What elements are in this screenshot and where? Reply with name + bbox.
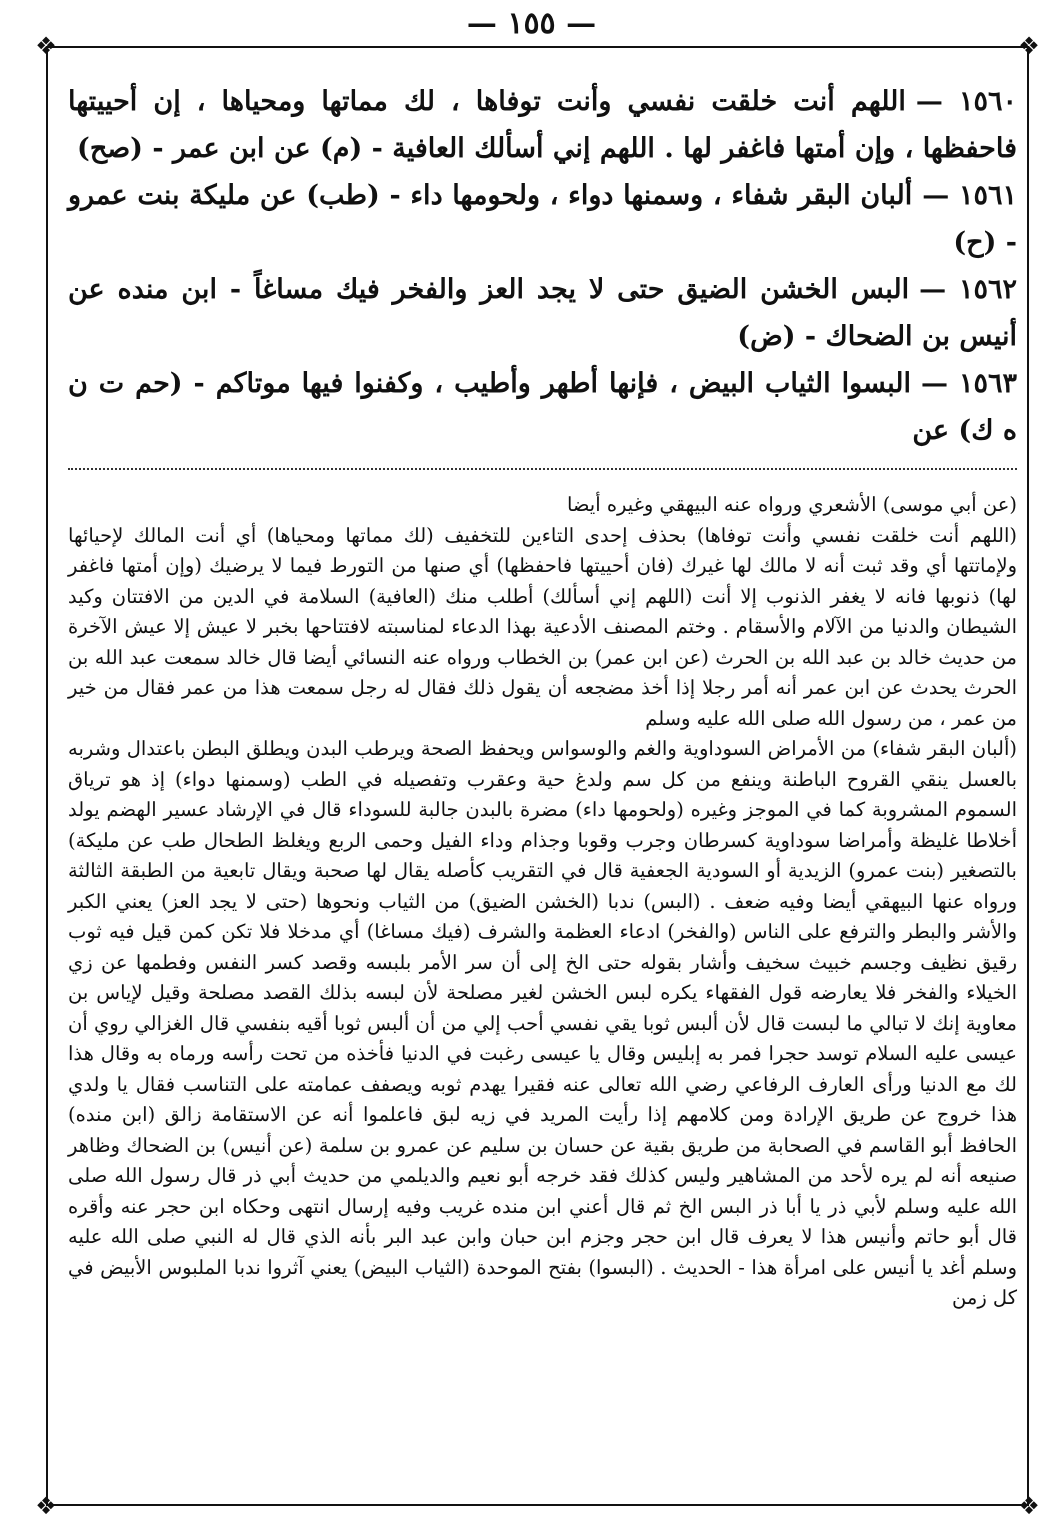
corner-ornament-icon: ❖ <box>35 32 57 60</box>
hadith-entry <box>68 360 1017 454</box>
commentary-paragraph: (عن أبي موسى) الأشعري ورواه عنه البيهقي وغيره أيضا <box>566 493 1017 516</box>
hadith-text: ألبان البقر شفاء ، وسمنها دواء ، ولحومها داء - (طب) عن مليكة بنت عمرو - (ح) <box>68 180 1017 258</box>
corner-ornament-icon: ❖ <box>1018 1492 1040 1520</box>
corner-ornament-icon: ❖ <box>35 1492 57 1520</box>
commentary <box>68 490 1017 1314</box>
hadith-entry <box>68 78 1017 172</box>
hadith-text: البسوا الثياب البيض ، فإنها أطهر وأطيب ، وكفنوا فيها موتاكم - (حم ت ن ه ك) عن <box>68 368 1017 446</box>
hadith-number: ١٥٦٠ — <box>915 86 1017 117</box>
corner-ornament-icon: ❖ <box>1018 32 1040 60</box>
hadith-number: ١٥٦١ — <box>922 180 1017 211</box>
hadith-text: اللهم أنت خلقت نفسي وأنت توفاها ، لك مماتها ومحياها ، إن أحييتها فاحفظها ، وإن أمتها فاغفر لها . اللهم إني أسألك العافية - (م) عن ابن عمر - (صح) <box>68 86 1017 164</box>
commentary-paragraph: (اللهم أنت خلقت نفسي وأنت توفاها) بحذف إحدى التاءين للتخفيف (لك مماتها ومحياها) أي أنت المالك لإحيائها ولإماتتها أي وقد ثبت أنه لا مالك لها غيرك (فان أحييتها فاحفظها) أي صنها من التورط فيما لا يرضيك (وإن أمتها فاغفر لها) ذنوبها فانه لا يغفر الذنوب إلا أنت (اللهم إني أسألك) أطلب منك (العافية) السلامة في الدين من الافتتان وكيد الشيطان والدنيا من الآلام والأسقام . وختم المصنف الأدعية بهذا الدعاء لمناسبته لافتتاحها بخبر لا عيش إلا عيش الآخرة من حديث خالد بن عبد الله بن الحرث (عن ابن عمر) بن الخطاب ورواه عنه النسائي أيضا قال خالد سمعت عبد الله بن الحرث يحدث عن ابن عمر أنه أمر رجلا إذا أخذ مضجعه أن يقول ذلك فقال له رجل سمعت هذا من عمر فقال من خير من عمر ، من رسول الله صلى الله عليه وسلم <box>68 523 1017 730</box>
hadith-text: البس الخشن الضيق حتى لا يجد العز والفخر فيك مساغاً - ابن منده عن أنيس بن الضحاك - (ض) <box>68 274 1017 352</box>
hadith-entry <box>68 266 1017 360</box>
page-number: — ١٥٥ — <box>466 6 597 41</box>
page-content <box>68 78 1017 1494</box>
hadith-entry <box>68 172 1017 266</box>
commentary-paragraph: (ألبان البقر شفاء) من الأمراض السوداوية والغم والوسواس ويحفظ الصحة ويرطب البدن ويطلق البطن باعتدال وشربه بالعسل ينقي القروح الباطنة وينفع من كل سم ولدغ حية وعقرب وتفصيله في الطب (وسمنها دواء) إذ هو ترياق السموم المشروبة كما في الموجز وغيره (ولحومها داء) مضرة بالبدن جالبة للسوداء قال في الإرشاد عسير الهضم يولد أخلاطا غليظة وأمراضا سوداوية كسرطان وجرب وقوبا وجذام وداء الفيل وحمى الربع ويغلظ الطحال طب عن مليكة) بالتصغير (بنت عمرو) الزيدية أو السودية الجعفية قال في التقريب كأصله يقال لها صحبة ويقال تابعية من الطبقة الثالثة ورواه عنها البيهقي أيضا وفيه ضعف . (البس) ندبا (الخشن الضيق) من الثياب ونحوها (حتى لا يجد العز) يعني الكبر والأشر والبطر والترفع على الناس (والفخر) ادعاء العظمة والشرف (فيك مساغا) أي مدخلا فلا تكن كمن قيل فيه ثوب رقيق نظيف وجسم خبيث سخيف وأشار بقوله حتى الخ إلى أن سر الأمر بلبسه وقصد كسر النفس وفطمها عن زي الخيلاء والفخر فلا يعارضه قول الفقهاء يكره لبس الخشن لغير مصلحة لأن لبسه بذلك القصد مصلحة وقيل لإياس بن معاوية إنك لا تبالي ما لبست قال لأن ألبس ثوبا يقي نفسي أحب إلي من أن ألبس ثوبا أقيه بنفسي قال الغزالي روي أن عيسى عليه السلام توسد حجرا فمر به إبليس وقال يا عيسى رغبت في الدنيا فأخذه من تحت رأسه ورماه به وقال هذا لك مع الدنيا ورأى العارف الرفاعي رضي الله تعالى عنه فقيرا يهدم ثوبه ويصفف عمامته على التناسب فقال يا ولدي هذا خروج عن طريق الإرادة ومن كلامهم إذا رأيت المريد في زيه لبق فاعلموا أنه عن الاستقامة زالق (ابن منده) الحافظ أبو القاسم في الصحابة من طريق بقية عن حسان بن سليم عن عمرو بن سلمة (عن أنيس) بن الضحاك وظاهر صنيعه أنه لم يره لأحد من المشاهير وليس كذلك فقد خرجه أبو نعيم والديلمي من حديث أبي ذر قال رسول الله صلى الله عليه وسلم لأبي ذر يا أبا ذر البس الخ ثم قال أعني ابن منده غريب وفيه إرسال انتهى وحكاه ابن حجر عنه وأقره قال أبو حاتم وأنيس هذا لا يعرف قال ابن حجر وجزم ابن حبان وابن عبد البر بأنه الذي قال له النبي صلى الله عليه وسلم أغد يا أنيس على امرأة هذا - الحديث . (البسوا) بفتح الموحدة (الثياب البيض) يعني آثروا ندبا الملبوس الأبيض في كل زمن <box>68 737 1017 1309</box>
hadith-number: ١٥٦٣ — <box>921 368 1017 399</box>
hadith-number: ١٥٦٢ — <box>919 274 1018 305</box>
section-divider <box>68 468 1017 470</box>
